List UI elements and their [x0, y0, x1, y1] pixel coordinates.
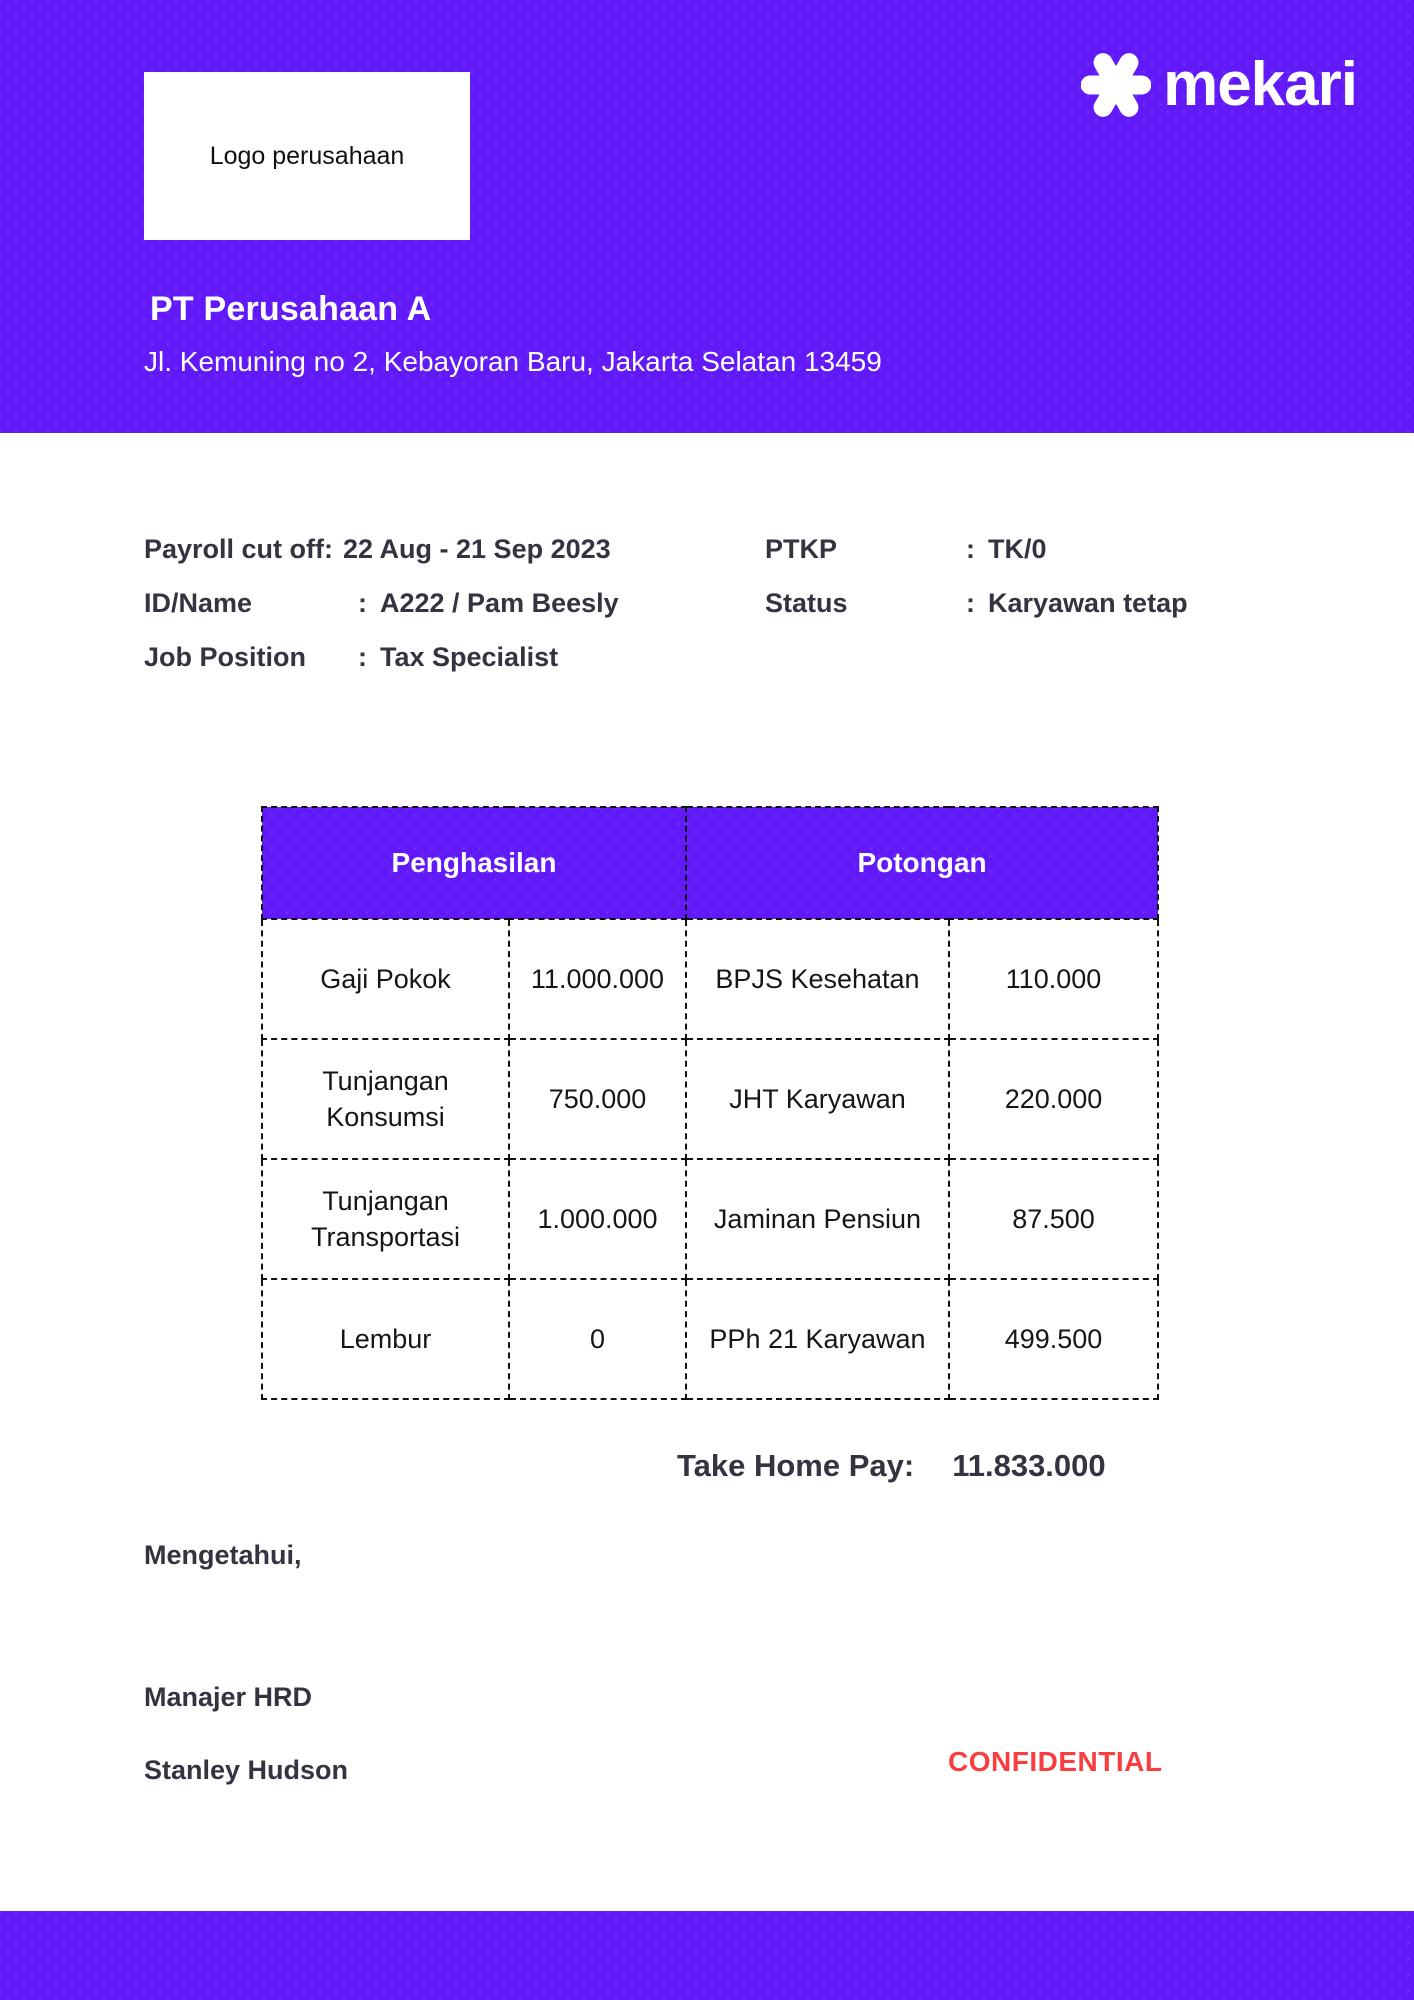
- id-name-row: [144, 576, 619, 630]
- job-position-value: Tax Specialist: [380, 641, 559, 672]
- income-label-cell: Gaji Pokok: [320, 963, 451, 994]
- ptkp-label: PTKP: [765, 533, 838, 564]
- income-label-cell: Tunjangan Transportasi: [310, 1185, 461, 1252]
- table-header-row: [262, 807, 1158, 919]
- payroll-info-right-column: [765, 522, 1188, 630]
- table-row: [262, 919, 1158, 1039]
- income-value-cell: 1.000.000: [509, 1159, 686, 1279]
- payroll-info-left-column: [144, 522, 619, 684]
- payslip-table: [261, 806, 1159, 1400]
- deduction-value-cell: 499.500: [949, 1279, 1158, 1399]
- confidential-stamp: CONFIDENTIAL: [948, 1746, 1163, 1777]
- deduction-value-cell: 220.000: [949, 1039, 1158, 1159]
- ptkp-colon: :: [966, 533, 975, 564]
- job-position-row: [144, 630, 619, 684]
- income-value-cell: 750.000: [509, 1039, 686, 1159]
- deduction-label-cell: JHT Karyawan: [729, 1083, 906, 1114]
- mekari-asterisk-icon: [1081, 50, 1151, 120]
- income-label-cell: Lembur: [339, 1323, 432, 1354]
- status-value: Karyawan tetap: [988, 587, 1188, 618]
- company-logo-placeholder-label: Logo perusahaan: [209, 141, 405, 170]
- payroll-cutoff-label: Payroll cut off:: [144, 533, 334, 564]
- income-label-cell: Tunjangan Konsumsi: [322, 1065, 449, 1132]
- id-name-colon: :: [358, 587, 367, 618]
- mekari-wordmark: mekari: [1163, 50, 1357, 119]
- deduction-label-cell: Jaminan Pensiun: [713, 1203, 922, 1234]
- job-position-colon: :: [358, 641, 367, 672]
- deduction-value-cell: 110.000: [949, 919, 1158, 1039]
- payroll-cutoff-value: 22 Aug - 21 Sep 2023: [343, 533, 611, 564]
- signer-title: Manajer HRD: [144, 1682, 313, 1712]
- status-row: [765, 576, 1188, 630]
- deduction-value-cell: 87.500: [949, 1159, 1158, 1279]
- take-home-pay-label: Take Home Pay:: [677, 1448, 915, 1483]
- income-value-cell: 0: [509, 1279, 686, 1399]
- ptkp-row: [765, 522, 1188, 576]
- table-row: [262, 1279, 1158, 1399]
- deduction-header: Potongan: [686, 807, 1158, 919]
- id-name-label: ID/Name: [144, 587, 253, 618]
- company-logo-placeholder: [144, 72, 470, 240]
- signer-name: Stanley Hudson: [144, 1755, 349, 1785]
- acknowledged-by-label: Mengetahui,: [144, 1540, 302, 1570]
- ptkp-value: TK/0: [988, 533, 1047, 564]
- take-home-pay: [677, 1448, 1106, 1484]
- status-colon: :: [966, 587, 975, 618]
- footer-band: [0, 1911, 1414, 2000]
- header-band: [0, 0, 1414, 433]
- status-label: Status: [765, 587, 848, 618]
- job-position-label: Job Position: [144, 641, 306, 672]
- mekari-brand: [1081, 50, 1357, 120]
- income-value-cell: 11.000.000: [509, 919, 686, 1039]
- income-header: Penghasilan: [262, 807, 686, 919]
- table-row: [262, 1039, 1158, 1159]
- company-address: Jl. Kemuning no 2, Kebayoran Baru, Jakarta Selatan 13459: [144, 346, 882, 377]
- deduction-label-cell: BPJS Kesehatan: [715, 963, 920, 994]
- payroll-cutoff-row: [144, 522, 619, 576]
- id-name-value: A222 / Pam Beesly: [380, 587, 619, 618]
- deduction-label-cell: PPh 21 Karyawan: [709, 1323, 926, 1354]
- table-row: [262, 1159, 1158, 1279]
- take-home-pay-value: 11.833.000: [952, 1448, 1106, 1483]
- company-name: PT Perusahaan A: [150, 290, 432, 328]
